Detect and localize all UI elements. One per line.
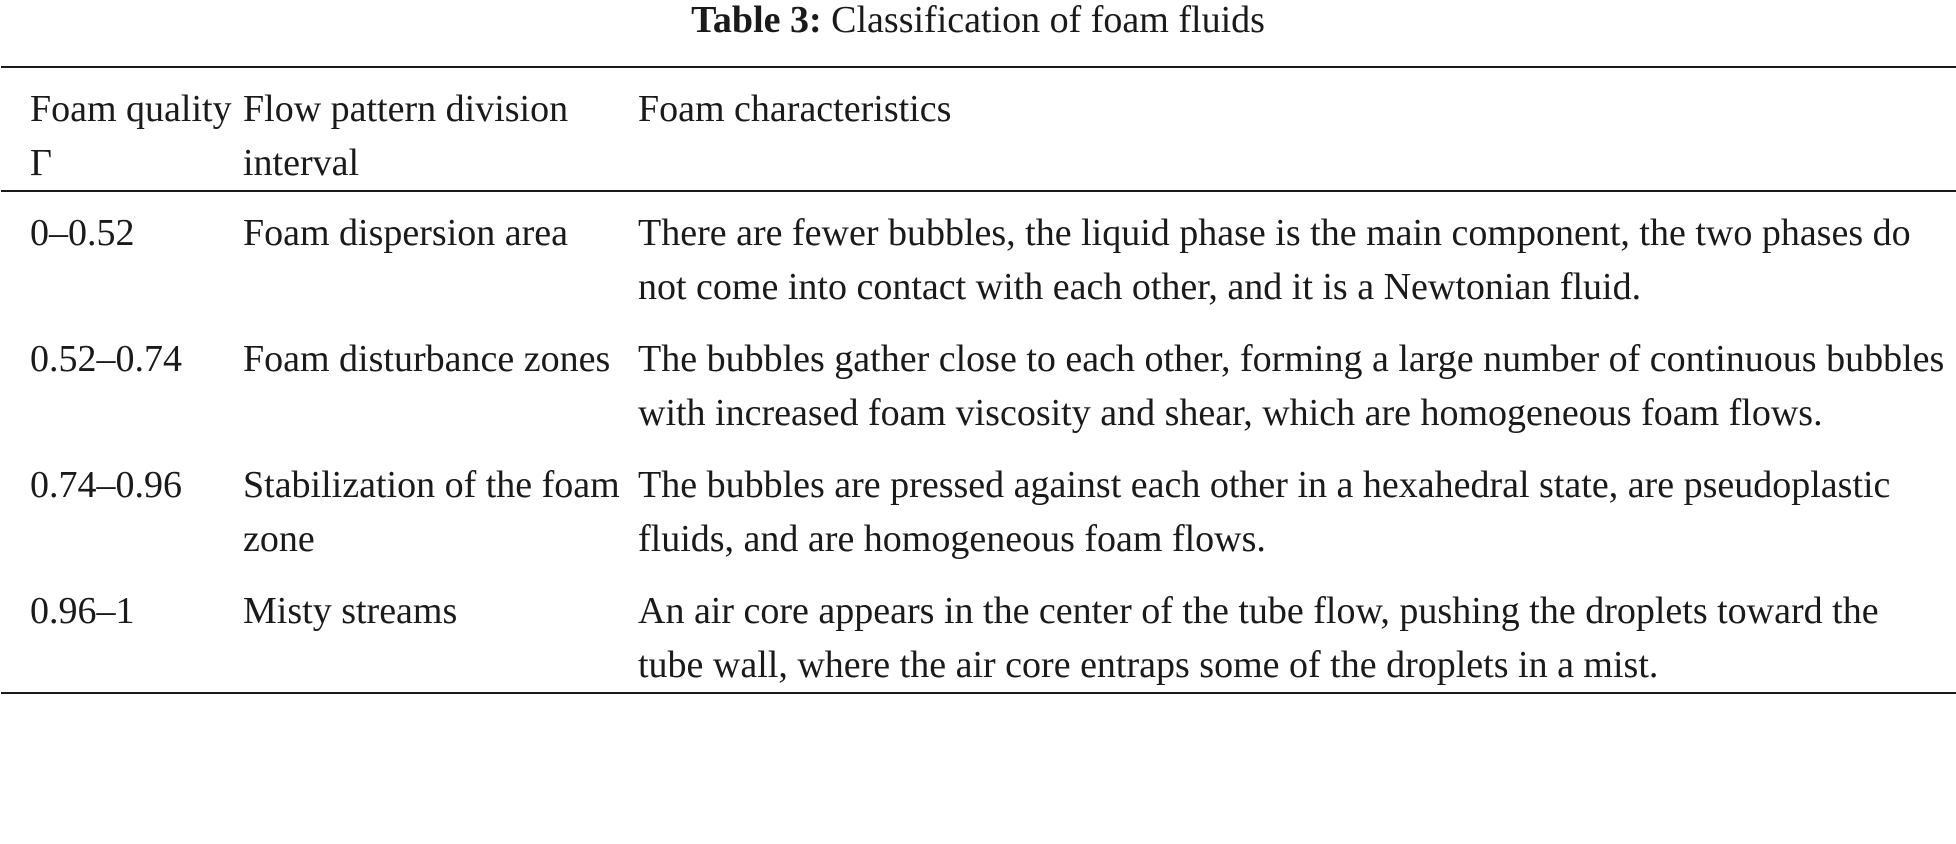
cell-flow-pattern: Stabilization of the foam zone xyxy=(243,464,620,560)
cell-flow-pattern: Foam dispersion area xyxy=(243,212,569,254)
header-foam-characteristics-text: Foam characteristics xyxy=(638,88,952,130)
cell-foam-characteristics: The bubbles are pressed against each other in a hexahedral state, are pseudoplastic fluids, and are homogeneous foam flows. xyxy=(638,464,1891,560)
cell-foam-quality: 0–0.52 xyxy=(30,212,135,254)
table-header-row xyxy=(1,67,1956,191)
table-body xyxy=(1,191,1956,693)
cell-foam-quality: 0.74–0.96 xyxy=(30,464,182,506)
cell-foam-characteristics: An air core appears in the center of the tube flow, pushing the droplets toward the tube wall, where the air core entraps some of the droplets in a mist. xyxy=(638,590,1879,686)
cell-flow-pattern: Misty streams xyxy=(243,590,458,632)
table-header xyxy=(1,67,1956,191)
table-row xyxy=(1,446,1956,572)
cell-foam-quality: 0.52–0.74 xyxy=(30,338,182,380)
cell-foam-characteristics: The bubbles gather close to each other, forming a large number of continuous bubbles with increased foam viscosity and shear, which are homogeneous foam flows. xyxy=(638,338,1945,434)
cell-flow-pattern: Foam disturbance zones xyxy=(243,338,611,380)
table-row xyxy=(1,572,1956,693)
table-row xyxy=(1,320,1956,446)
header-foam-quality-text: Foam quality Γ xyxy=(30,88,232,184)
header-flow-pattern-text: Flow pattern division interval xyxy=(243,88,569,184)
foam-classification-table xyxy=(1,66,1956,694)
cell-foam-quality: 0.96–1 xyxy=(30,590,135,632)
table-caption-label: Table 3: xyxy=(691,0,822,41)
cell-foam-characteristics: There are fewer bubbles, the liquid phase is the main component, the two phases do not come into contact with each other, and it is a Newtonian fluid. xyxy=(638,212,1911,308)
table-caption-title: Classification of foam fluids xyxy=(831,0,1265,41)
table-row xyxy=(1,191,1956,320)
table-caption xyxy=(1,0,1955,66)
header-flow-pattern xyxy=(243,67,638,191)
header-foam-characteristics xyxy=(638,67,1956,191)
header-foam-quality xyxy=(1,67,243,191)
